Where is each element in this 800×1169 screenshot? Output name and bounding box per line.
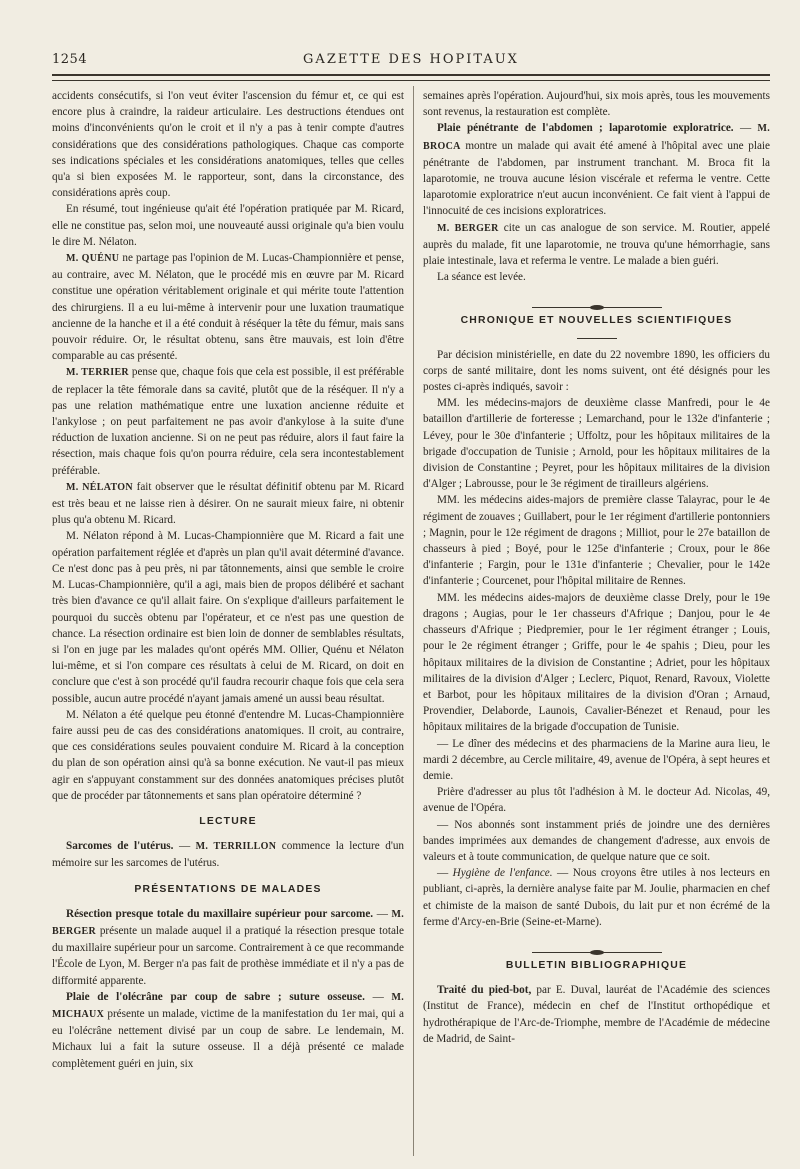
paragraph: Plaie pénétrante de l'abdomen ; laparotomie exploratrice. — M. BROCA montre un malade qui avait été amené à l'hôpital avec une plaie pénétrante de l'abdomen, par instrument tranchant. M. Broca fit la laparotomie, ne trouva aucune lésion viscérale et referma le ventre. Cette laparotomie exploratrice n'eut aucun inconvénient. Ce fait vient à l'appui de l'innocuité de ces incisions exploratrices.: [423, 122, 771, 218]
header-rule-thin: [52, 80, 770, 81]
paragraph: [423, 865, 770, 930]
paragraph-text: pense que, chaque fois que cela est possible, il est préférable de replacer la tête fémorale dans sa cavité, plutôt que de la réséquer. Il n'y a pas une relation mathématique entre une luxation ancienne réduite et l'ankylose ; on peut parfaitement ne pas avoir d'ankylose à la suite d'une réduction de luxation ancienne. Si on ne peut pas réduire, alors il faut faire la résection, mais chaque fois qu'on pourra réduire, cela sera incontestablement préférable.: [52, 366, 404, 477]
paragraph: [52, 364, 404, 478]
paragraph-text: ne partage pas l'opinion de M. Lucas-Championnière et pense, au contraire, avec M. Nélaton, que le procédé mis en œuvre par M. Ricard constitue une opération véritablement originale et qui mérite toute l'attention des chirurgiens. Il a eu lui-même à intervenir pour une luxation traumatique ancienne de la hanche et il a été conduit à réséquer la tête du fémur, mais sans pouvoir réduire. Or, le résultat obtenu, sans être mauvais, est loin d'être comparable au cas présenté.: [52, 252, 404, 363]
paragraph-text: présente un malade, victime de la manifestation du 1er mai, qui a eu l'olécrâne nettement divisé par un coup de sabre. Le lendemain, M. Michaux lui a fait la suture osseuse. Il a déjà présenté ce malade complètement guéri en juin, six: [52, 1007, 404, 1070]
paragraph: MM. les médecins aides-majors de première classe Talayrac, pour le 4e régiment de zouaves ; Guillabert, pour le 1er régiment d'artillerie pontonniers ; Magnin, pour le 12e régiment de dragons ; Milliot, pour le 27e bataillon de chasseurs à pied ; Boyé, pour le 125e d'infanterie ; Croux, pour le 86e d'infanterie ; Fargin, pour le 131e d'infanterie ; Chevalier, pour le 142e d'infanterie ; Courcenet, pour l'hôpital militaire de Rennes.: [423, 494, 770, 588]
page-header: [52, 44, 770, 74]
paragraph: [423, 220, 770, 270]
paragraph: En résumé, tout ingénieuse qu'ait été l'opération pratiquée par M. Ricard, elle ne constitue pas, selon moi, une nouveauté aussi originale qu'a bien voulu le dire M. Nélaton.: [52, 203, 404, 248]
paragraph-text: par E. Duval, lauréat de l'Académie des sciences (Institut de France), médecin en chef de l'Institut orthopédique et hydrothérapique de l'Arc-de-Triomphe, membre de l'Académie de médecine de Madrid, de Saint-: [423, 984, 771, 1045]
paragraph-text: — Nous croyons être utiles à nos lecteurs en publiant, ci-après, la dernière analyse faite par M. Joulie, pharmacien en chef et chimiste de la maison de santé Dubois, du lait pur et non écrémé de la ferme d'Arcy-en-Brie (Seine-et-Marne).: [423, 867, 770, 928]
speaker-name: M. TERRIER: [66, 367, 129, 379]
running-title: GAZETTE DES HOPITAUX: [303, 52, 519, 67]
section-heading-lecture: LECTURE: [199, 815, 257, 827]
section-heading-chronique: CHRONIQUE ET NOUVELLES SCIENTIFIQUES: [460, 315, 733, 327]
item-title: Sarcomes de l'utérus.: [66, 840, 174, 853]
paragraph: M. Nélaton a été quelque peu étonné d'entendre M. Lucas-Championnière faire aussi peu de cas des considérations anatomiques. Il croit, au contraire, que ces considérations seules pouvaient conduire M. Ricard à la conception du plan de son opération ainsi qu'à sa bonne exécution. Ne vaut-il pas mieux agir en s'appuyant constamment sur des données anatomiques précises plutôt que de procéder par tâtonnements et sans plan opératoire déterminé ?: [52, 708, 404, 802]
section-heading-bulletin: BULLETIN BIBLIOGRAPHIQUE: [505, 959, 688, 971]
section-heading-presentations: PRÉSENTATIONS DE MALADES: [134, 883, 322, 895]
paragraph: La séance est levée.: [437, 271, 526, 284]
paragraph: — Le dîner des médecins et des pharmaciens de la Marine aura lieu, le mardi 2 décembre, au Cercle militaire, 49, avenue de l'Opéra, à sept heures et demie.: [423, 737, 770, 782]
paragraph: Plaie de l'olécrâne par coup de sabre ; suture osseuse. — M. MICHAUX présente un malade, victime de la manifestation du 1er mai, qui a eu l'olécrâne nettement divisé par un coup de sabre. Le lendemain, M. Michaux lui a fait la suture osseuse. Il a déjà présenté ce malade complètement guéri en juin, six: [52, 990, 404, 1070]
paragraph: [52, 250, 404, 364]
paragraph: Résection presque totale du maxillaire supérieur pour sarcome. — M. BERGER présente un malade auquel il a pratiqué la résection presque totale du maxillaire supérieur pour un sarcome. Contrairement à ce que recommande l'École de Lyon, M. Berger n'a pas fait de prothèse immédiate et il n'y a pas de difformité apparente.: [52, 907, 404, 987]
short-rule: [577, 338, 617, 339]
paragraph: — Nos abonnés sont instamment priés de joindre une des dernières bandes imprimées aux demandes de changement d'adresse, aux envois de valeurs et à toute communication, de quelque nature que ce soit.: [423, 818, 770, 863]
item-title: Traité du pied-bot,: [437, 984, 532, 997]
paragraph: [423, 982, 770, 1047]
paragraph-text: commence la lecture d'un mémoire sur les sarcomes de l'utérus.: [52, 840, 405, 870]
paragraph: Prière d'adresser au plus tôt l'adhésion à M. le docteur Ad. Nicolas, 49, avenue de l'Opéra.: [423, 786, 770, 815]
paragraph: semaines après l'opération. Aujourd'hui, six mois après, tous les mouvements sont revenus, la restauration est complète.: [423, 90, 770, 119]
item-title: Plaie de l'olécrâne par coup de sabre ; suture osseuse.: [66, 990, 365, 1003]
page-number: 1254: [52, 52, 88, 67]
ornamental-separator: [423, 293, 770, 303]
paragraph: M. Nélaton répond à M. Lucas-Championnière que M. Ricard a fait une opération parfaitement réglée et d'après un plan qu'il avait déterminé d'avance. Ce n'est donc pas à peu près, ni par tâtonnements, ainsi que semble le croire M. Lucas-Championnière, qu'il a agi, mais bien de propos délibéré et sachant très bien d'avance ce qu'il allait faire. On s'explique d'ailleurs parfaitement le pourquoi du succès obtenu par l'opérateur, et ce n'est pas une question de chance. La résection ordinaire est bien loin de donner de semblables résultats, si l'on en juge par les malades qu'ont opérés MM. Ollier, Quénu et Nélaton lui-même, et si l'on compare ces résultats à celui de M. Ricard, on doit en conclure que c'est à son procédé qu'il faudra recourir chaque fois que cela sera possible, aucun autre procédé n'ayant jamais amené un aussi beau résultat.: [52, 530, 404, 705]
paragraph: Par décision ministérielle, en date du 22 novembre 1890, les officiers du corps de santé militaire, dont les noms suivent, ont été désignés pour les postes ci-après indiqués, savoir :: [423, 348, 770, 394]
speaker-name: M. TERRILLON: [195, 841, 277, 853]
paragraph-text: fait observer que le résultat définitif obtenu par M. Ricard est très beau et ne laisse rien à désirer. On ne saurait mieux faire, ni obtenir plus qu'a obtenu M. Ricard.: [52, 480, 404, 527]
paragraph: MM. les médecins-majors de deuxième classe Manfredi, pour le 4e bataillon d'artillerie de forteresse ; Lemarchand, pour le 132e d'infanterie ; Lévey, pour le 30e d'infanterie ; Uffoltz, pour les hôpitaux militaires de la brigade d'occupation de Tunisie ; Arnold, pour les hôpitaux militaires de la division de Constantine ; Peyret, pour les hôpitaux militaires de la division d'Alger ; Labrousse, pour le 3e régiment de tirailleurs algériens.: [423, 397, 770, 491]
paragraph-text: —: [437, 867, 453, 880]
paragraph: accidents consécutifs, si l'on veut éviter l'ascension du fémur et, ce qui est encore plus à craindre, la raideur articulaire. Les destructions étendues ont moins d'inconvénients qu'on le croit et il n'y a pas à tenir compte d'autres considérations que des considérations pathologiques. Chaque cas comporte ses indications spéciales et les considérations anatomiques, telles que celles qu'a si bien exposées M. le rapporteur, sont, dans la circonstance, des considérations après coup.: [52, 90, 404, 200]
item-title: Résection presque totale du maxillaire supérieur pour sarcome.: [66, 907, 374, 920]
speaker-name: M. QUÉNU: [66, 253, 120, 265]
speaker-name: M. BERGER: [52, 908, 404, 937]
paragraph-text: présente un malade auquel il a pratiqué la résection presque totale du maxillaire supérieur pour un sarcome. Contrairement à ce que recommande l'École de Lyon, M. Berger n'a pas fait de prothèse immédiate et il n'y a pas de difformité apparente.: [52, 924, 404, 987]
column-divider: [413, 86, 414, 1156]
item-title: Hygiène de l'enfance.: [452, 867, 553, 880]
item-title: Plaie pénétrante de l'abdomen ; laparotomie exploratrice.: [437, 122, 734, 135]
paragraph-text: montre un malade qui avait été amené à l'hôpital avec une plaie pénétrante de l'abdomen, par instrument tranchant. M. Broca fit la laparotomie, ne trouva aucune lésion viscérale et referma le ventre. Cette laparotomie exploratrice n'eut aucun inconvénient. Ce fait vient à l'appui de l'innocuité de ces incisions exploratrices.: [423, 139, 770, 218]
paragraph: Sarcomes de l'utérus. — M. TERRILLON commence la lecture d'un mémoire sur les sarcomes de l'utérus.: [52, 840, 405, 870]
ornamental-separator: [423, 938, 770, 948]
header-rule-thick: [52, 74, 770, 76]
paragraph: [52, 479, 404, 529]
speaker-name: M. MICHAUX: [52, 991, 404, 1020]
left-column: [52, 88, 404, 1072]
speaker-name: M. NÉLATON: [66, 481, 133, 493]
paragraph: MM. les médecins aides-majors de deuxième classe Drely, pour le 19e dragons ; Augias, pour le 1er chasseurs d'Afrique ; Danjou, pour le 4e chasseurs d'Afrique ; Piedpremier, pour le 1er régiment étranger ; Louis, pour le 2e régiment étranger ; Griffe, pour le 4e spahis ; Dieu, pour les hôpitaux militaires de la division de Constantine ; Adriet, pour les hôpitaux militaires de la division d'Alger ; Leclerc, Piquot, Renard, Ravoux, Violette et Barbot, pour les hôpitaux militaires de la division d'Oran ; Arnaud, Provendier, Delaborde, Launois, Cavalier-Bénezet et Renaud, pour les hôpitaux militaires de la brigade d'occupation de Tunisie.: [423, 591, 770, 734]
paragraph-text: cite un cas analogue de son service. M. Routier, appelé auprès du malade, fit une laparotomie, ne trouva qu'une hémorrhagie, sans plaie intestinale, lava et referma le ventre. Le malade a bien guéri.: [423, 221, 770, 268]
speaker-name: M. BROCA: [423, 123, 771, 152]
speaker-name: M. BERGER: [437, 222, 499, 234]
right-column: [423, 88, 770, 1047]
